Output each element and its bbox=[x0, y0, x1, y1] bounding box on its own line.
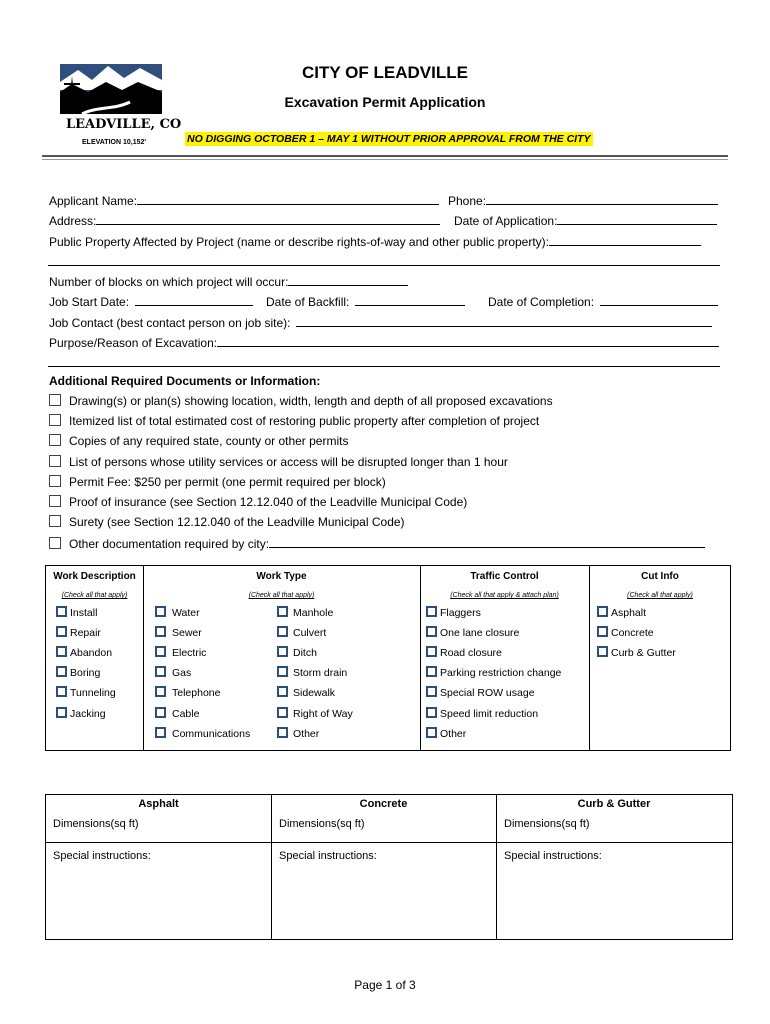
option-install[interactable]: Install bbox=[56, 606, 97, 619]
concrete-dimensions[interactable]: Dimensions(sq ft) bbox=[279, 818, 365, 830]
checkbox[interactable] bbox=[426, 686, 437, 697]
phone-field[interactable] bbox=[448, 192, 718, 208]
option-parking-restriction[interactable]: Parking restriction change bbox=[426, 666, 561, 679]
form-title: Excavation Permit Application bbox=[284, 94, 486, 110]
city-title: CITY OF LEADVILLE bbox=[302, 63, 468, 82]
option-other-work[interactable]: Other bbox=[277, 727, 319, 740]
doc-item-label: Other documentation required by city: bbox=[69, 537, 270, 551]
option-tunneling[interactable]: Tunneling bbox=[56, 686, 116, 699]
asphalt-special-instructions[interactable]: Special instructions: bbox=[53, 850, 151, 862]
checkbox[interactable] bbox=[56, 646, 67, 657]
date-of-application-line[interactable] bbox=[557, 212, 717, 225]
checkbox[interactable] bbox=[56, 707, 67, 718]
doc-checkbox[interactable] bbox=[49, 537, 61, 549]
documents-heading: Additional Required Documents or Information: bbox=[49, 374, 321, 388]
blocks-field[interactable] bbox=[49, 273, 408, 289]
address-field[interactable] bbox=[49, 212, 440, 228]
checkbox[interactable] bbox=[277, 666, 288, 677]
job-start-line[interactable] bbox=[135, 293, 253, 306]
option-cable[interactable]: Cable bbox=[155, 707, 199, 720]
checkbox[interactable] bbox=[56, 626, 67, 637]
blocks-label: Number of blocks on which project will occur: bbox=[49, 275, 289, 289]
job-start-label: Job Start Date: bbox=[49, 295, 130, 309]
applicant-name-line[interactable] bbox=[137, 192, 439, 205]
checkbox[interactable] bbox=[597, 606, 608, 617]
checkbox[interactable] bbox=[597, 646, 608, 657]
option-sewer[interactable]: Sewer bbox=[155, 626, 202, 639]
job-contact-label: Job Contact (best contact person on job site): bbox=[49, 316, 291, 330]
asphalt-header: Asphalt bbox=[138, 798, 179, 810]
col-divider bbox=[271, 795, 272, 939]
option-concrete[interactable]: Concrete bbox=[597, 626, 654, 639]
option-one-lane-closure[interactable]: One lane closure bbox=[426, 626, 519, 639]
checkbox[interactable] bbox=[277, 626, 288, 637]
header-divider bbox=[42, 155, 728, 157]
doc-item[interactable] bbox=[49, 414, 539, 428]
work-description-sub: (Check all that apply) bbox=[61, 592, 128, 599]
applicant-name-field[interactable] bbox=[49, 192, 439, 208]
date-of-application-label: Date of Application: bbox=[454, 214, 558, 228]
checkbox[interactable] bbox=[597, 626, 608, 637]
address-line[interactable] bbox=[96, 212, 440, 225]
date-backfill-label: Date of Backfill: bbox=[266, 295, 350, 309]
curb-gutter-header: Curb & Gutter bbox=[577, 798, 651, 810]
doc-item-other[interactable] bbox=[49, 535, 705, 551]
doc-checkbox[interactable] bbox=[49, 515, 61, 527]
date-completion-label: Date of Completion: bbox=[488, 295, 595, 309]
option-storm-drain[interactable]: Storm drain bbox=[277, 666, 347, 679]
work-table bbox=[45, 565, 731, 751]
option-flaggers[interactable]: Flaggers bbox=[426, 606, 481, 619]
option-culvert[interactable]: Culvert bbox=[277, 626, 326, 639]
option-communications[interactable]: Communications bbox=[155, 727, 250, 740]
checkbox[interactable] bbox=[426, 727, 437, 738]
doc-checkbox[interactable] bbox=[49, 495, 61, 507]
option-special-row[interactable]: Special ROW usage bbox=[426, 686, 535, 699]
doc-checkbox[interactable] bbox=[49, 414, 61, 426]
public-property-field[interactable] bbox=[49, 233, 701, 249]
option-gas[interactable]: Gas bbox=[155, 666, 191, 679]
checkbox[interactable] bbox=[426, 707, 437, 718]
date-backfill-field[interactable] bbox=[266, 293, 465, 309]
checkbox[interactable] bbox=[426, 646, 437, 657]
option-telephone[interactable]: Telephone bbox=[155, 686, 220, 699]
doc-checkbox[interactable] bbox=[49, 455, 61, 467]
svg-text:LEADVILLE, CO: LEADVILLE, CO bbox=[66, 117, 182, 132]
checkbox[interactable] bbox=[426, 666, 437, 677]
option-boring[interactable]: Boring bbox=[56, 666, 100, 679]
cut-info-sub: (Check all that apply) bbox=[627, 592, 693, 599]
other-documentation-line[interactable] bbox=[269, 535, 705, 548]
checkbox[interactable] bbox=[56, 686, 67, 697]
date-completion-line[interactable] bbox=[600, 293, 718, 306]
curb-gutter-special-instructions[interactable]: Special instructions: bbox=[504, 850, 602, 862]
checkbox[interactable] bbox=[155, 646, 166, 657]
traffic-control-header: Traffic Control bbox=[470, 571, 539, 582]
checkbox[interactable] bbox=[155, 626, 166, 637]
checkbox[interactable] bbox=[155, 727, 166, 738]
row-divider bbox=[46, 842, 732, 843]
date-backfill-line[interactable] bbox=[355, 293, 465, 306]
doc-item-label: Copies of any required state, county or other permits bbox=[69, 434, 349, 448]
purpose-line[interactable] bbox=[217, 334, 719, 347]
doc-item[interactable] bbox=[49, 394, 553, 408]
option-jacking[interactable]: Jacking bbox=[56, 707, 106, 720]
header-divider-thin bbox=[42, 159, 728, 160]
option-road-closure[interactable]: Road closure bbox=[426, 646, 502, 659]
city-logo bbox=[58, 62, 182, 146]
option-other-traffic[interactable]: Other bbox=[426, 727, 466, 740]
option-speed-limit[interactable]: Speed limit reduction bbox=[426, 707, 538, 720]
doc-item-label: Drawing(s) or plan(s) showing location, width, length and depth of all proposed excavations bbox=[69, 394, 553, 408]
job-contact-line[interactable] bbox=[296, 314, 712, 327]
option-manhole[interactable]: Manhole bbox=[277, 606, 333, 619]
doc-item-label: Permit Fee: $250 per permit (one permit required per block) bbox=[69, 475, 386, 489]
purpose-field[interactable] bbox=[49, 334, 719, 350]
col-divider bbox=[496, 795, 497, 939]
concrete-special-instructions[interactable]: Special instructions: bbox=[279, 850, 377, 862]
digging-warning: NO DIGGING OCTOBER 1 – MAY 1 WITHOUT PRIOR APPROVAL FROM THE CITY bbox=[187, 133, 591, 145]
asphalt-dimensions[interactable]: Dimensions(sq ft) bbox=[53, 818, 139, 830]
job-contact-field[interactable] bbox=[49, 314, 712, 330]
cut-info-header: Cut Info bbox=[641, 571, 679, 582]
option-repair[interactable]: Repair bbox=[56, 626, 101, 639]
address-label: Address: bbox=[49, 214, 97, 228]
checkbox[interactable] bbox=[426, 626, 437, 637]
doc-checkbox[interactable] bbox=[49, 434, 61, 446]
svg-text:ELEVATION 10,152': ELEVATION 10,152' bbox=[82, 139, 147, 146]
doc-item-label: Proof of insurance (see Section 12.12.040 of the Leadville Municipal Code) bbox=[69, 495, 468, 509]
purpose-line-2[interactable] bbox=[48, 366, 720, 367]
doc-item-label: Surety (see Section 12.12.040 of the Leadville Municipal Code) bbox=[69, 515, 405, 529]
page-number: Page 1 of 3 bbox=[354, 978, 416, 992]
job-start-field[interactable] bbox=[49, 293, 253, 309]
option-asphalt[interactable]: Asphalt bbox=[597, 606, 646, 619]
checkbox[interactable] bbox=[277, 727, 288, 738]
public-property-line-2[interactable] bbox=[48, 265, 720, 266]
phone-line[interactable] bbox=[486, 192, 718, 205]
public-property-label: Public Property Affected by Project (name or describe rights-of-way and other public property): bbox=[49, 235, 550, 249]
checkbox[interactable] bbox=[277, 707, 288, 718]
option-electric[interactable]: Electric bbox=[155, 646, 206, 659]
checkbox[interactable] bbox=[155, 707, 166, 718]
option-water[interactable]: Water bbox=[155, 606, 200, 619]
checkbox[interactable] bbox=[155, 686, 166, 697]
concrete-header: Concrete bbox=[359, 798, 408, 810]
checkbox[interactable] bbox=[426, 606, 437, 617]
work-type-header: Work Type bbox=[256, 571, 307, 582]
checkbox[interactable] bbox=[277, 686, 288, 697]
doc-item-label: List of persons whose utility services or access will be disrupted longer than 1 hour bbox=[69, 455, 508, 469]
option-abandon[interactable]: Abandon bbox=[56, 646, 112, 659]
work-description-header: Work Description bbox=[53, 571, 136, 582]
cut-details-table bbox=[45, 794, 733, 940]
checkbox[interactable] bbox=[155, 606, 166, 617]
checkbox[interactable] bbox=[56, 666, 67, 677]
checkbox[interactable] bbox=[56, 606, 67, 617]
date-completion-field[interactable] bbox=[488, 293, 718, 309]
curb-gutter-dimensions[interactable]: Dimensions(sq ft) bbox=[504, 818, 590, 830]
doc-item[interactable] bbox=[49, 475, 386, 489]
work-type-sub: (Check all that apply) bbox=[248, 592, 315, 599]
option-curb-gutter[interactable]: Curb & Gutter bbox=[597, 646, 676, 659]
option-sidewalk[interactable]: Sidewalk bbox=[277, 686, 335, 699]
traffic-control-sub: (Check all that apply & attach plan) bbox=[450, 592, 559, 599]
doc-item[interactable] bbox=[49, 434, 348, 448]
doc-item-label: Itemized list of total estimated cost of restoring public property after completion of project bbox=[69, 414, 540, 428]
doc-item[interactable] bbox=[49, 515, 405, 529]
checkbox[interactable] bbox=[155, 666, 166, 677]
date-of-application-field[interactable] bbox=[454, 212, 717, 228]
applicant-name-label: Applicant Name: bbox=[49, 194, 138, 208]
doc-checkbox[interactable] bbox=[49, 475, 61, 487]
doc-item[interactable] bbox=[49, 455, 508, 469]
checkbox[interactable] bbox=[277, 606, 288, 617]
purpose-label: Purpose/Reason of Excavation: bbox=[49, 336, 218, 350]
option-right-of-way[interactable]: Right of Way bbox=[277, 707, 353, 720]
option-ditch[interactable]: Ditch bbox=[277, 646, 317, 659]
doc-item[interactable] bbox=[49, 495, 467, 509]
doc-checkbox[interactable] bbox=[49, 394, 61, 406]
checkbox[interactable] bbox=[277, 646, 288, 657]
public-property-line[interactable] bbox=[549, 233, 701, 246]
phone-label: Phone: bbox=[448, 194, 487, 208]
blocks-line[interactable] bbox=[288, 273, 408, 286]
